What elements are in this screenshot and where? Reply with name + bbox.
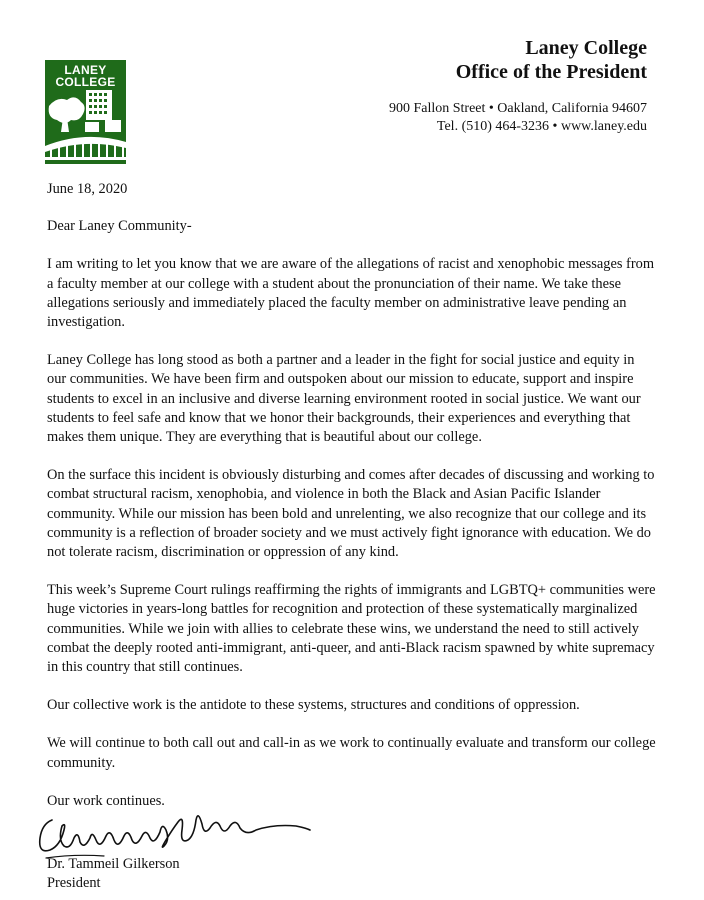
letter-paragraph-1: I am writing to let you know that we are aware of the allegations of racist and xenophobic messages from a faculty member at our college with a student about the pronunciation of their name. We take these allegations seriously and immediately placed the faculty member on administrative leave pending an investigation. [47,256,655,331]
letterhead [389,36,647,136]
signer-name: Dr. Tammeil Gilkerson [47,856,180,872]
logo-text-line2: COLLEGE [55,75,116,89]
letter-paragraph-6: We will continue to both call out and call-in as we work to continually evaluate and transform our college community. [47,735,656,771]
letter-paragraph-5: Our collective work is the antidote to these systems, structures and conditions of oppression. [47,697,580,714]
letter-paragraph-4: This week’s Supreme Court rulings reaffirming the rights of immigrants and LGBTQ+ communities were huge victories in years-long battles for recognition and protection of these systematically marginalized communities. While we join with allies to celebrate these wins, we understand the need to still actively combat the deeply rooted anti-immigrant, anti-queer, and anti-Black racism spawned by white supremacy in this country that still continues. [47,582,656,676]
letter-body [47,180,657,830]
letter-date: June 18, 2020 [47,181,128,197]
letterhead-address: 900 Fallon Street • Oakland, California 94607 [388,101,647,116]
letter-paragraph-3: On the surface this incident is obviously disturbing and comes after decades of discussing and working to combat structural racism, xenophobia, and violence in both the Black and Asian Pacific Islander community. While our mission has been bold and unrelenting, we also recognize that our college and its community is a reflection of broader society and we must actively fight ignorance with education. We do not tolerate racism, discrimination or oppression of any kind. [47,467,655,561]
letterhead-office-name: Office of the President [455,61,647,83]
signer-block [47,855,180,893]
letter-closing: Our work continues. [47,792,165,809]
letterhead-contact: Tel. (510) 464-3236 • www.laney.edu [436,119,647,134]
campus-building-icon [45,60,126,164]
college-logo [45,60,126,164]
signer-title: President [47,875,101,892]
logo-text-line1: LANEY [64,63,107,77]
letterhead-college-name: Laney College [525,37,647,59]
letter-paragraph-2: Laney College has long stood as both a partner and a leader in the fight for social justice and equity in our communities. We have been firm and outspoken about our mission to educate, support and inspire students to excel in an inclusive and diverse learning environment rooted in social justice. We want our students to feel safe and know that we honor their backgrounds, their experiences and everything that makes them unique. They are everything that is beautiful about our college. [47,352,641,446]
letter-salutation: Dear Laney Community- [47,218,192,235]
